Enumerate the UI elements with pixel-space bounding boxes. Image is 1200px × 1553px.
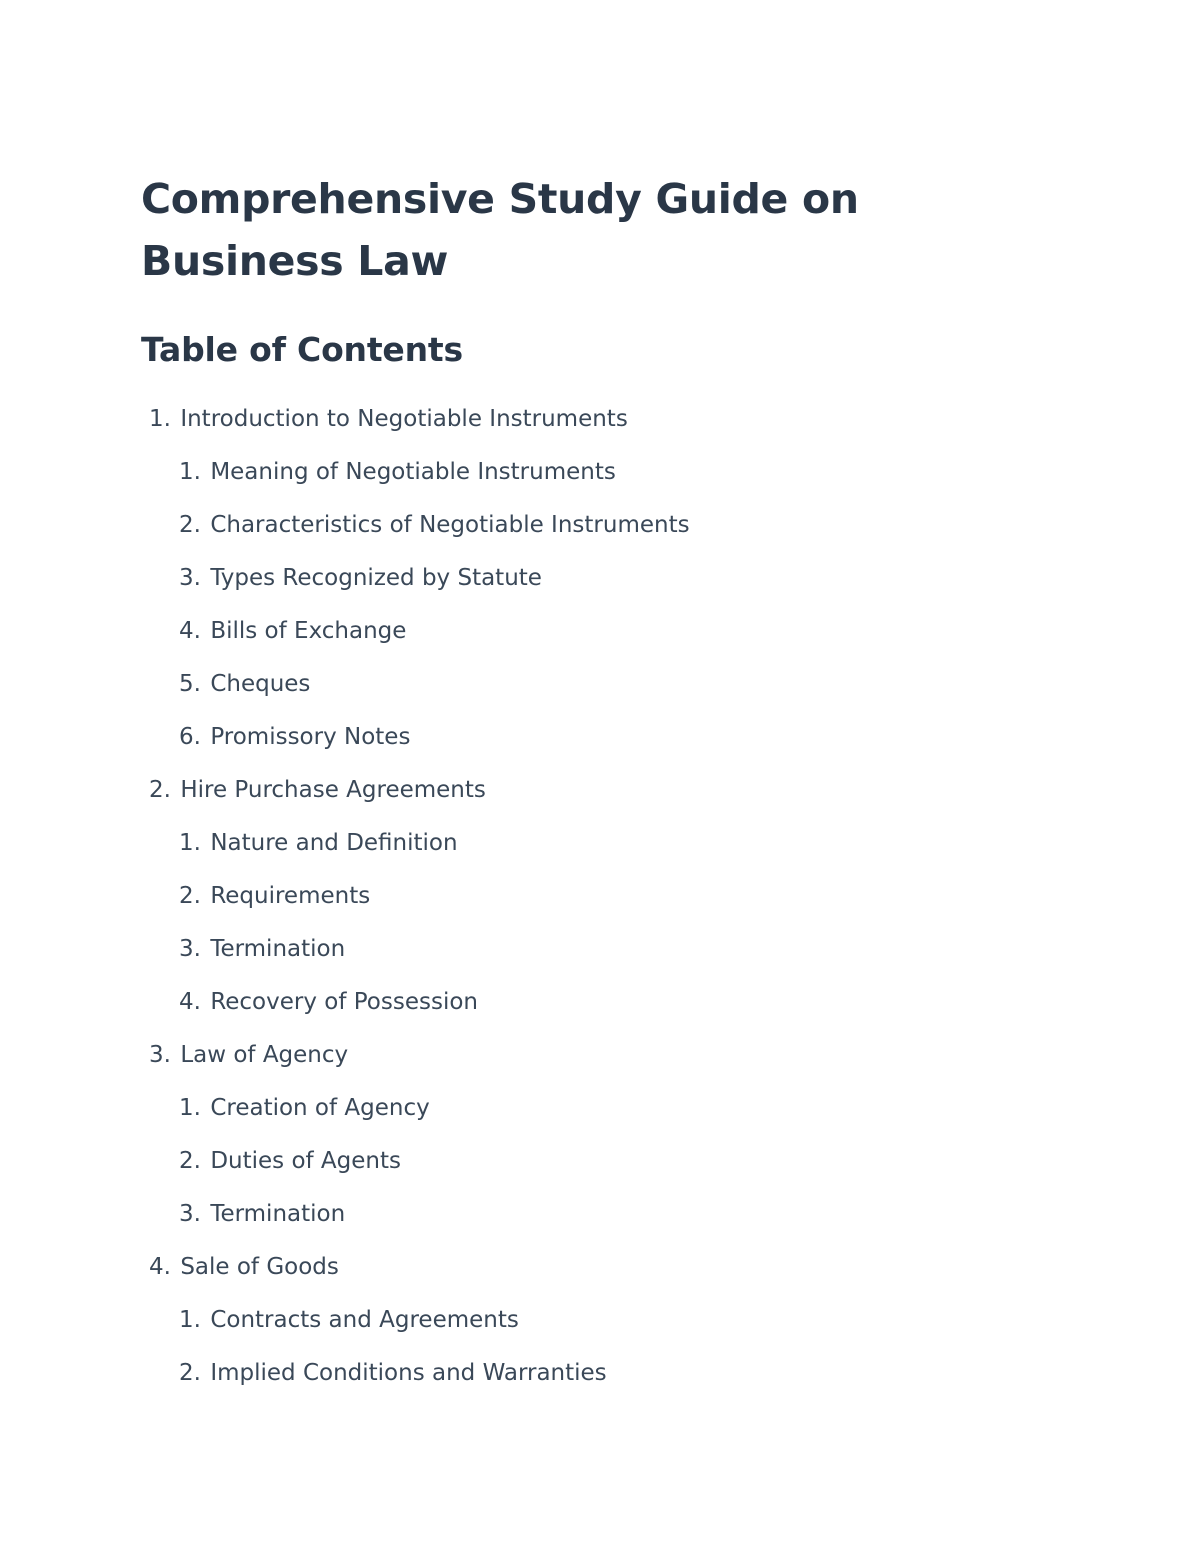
toc-subitem[interactable] (141, 817, 1041, 870)
document-title: Comprehensive Study Guide on Business Law (141, 175, 859, 285)
toc-subitem[interactable] (141, 499, 1041, 552)
toc-subitem[interactable] (141, 1347, 1041, 1400)
toc-label: Meaning of Negotiable Instruments (210, 459, 616, 485)
toc-number: 3. (179, 565, 201, 591)
toc-label: Promissory Notes (210, 724, 411, 750)
toc-subitem[interactable] (141, 446, 1041, 499)
toc-subitem[interactable] (141, 1294, 1041, 1347)
toc-label: Termination (210, 1201, 346, 1227)
toc-label: Law of Agency (180, 1042, 349, 1068)
toc-number: 1. (149, 406, 171, 432)
toc-subitem[interactable] (141, 923, 1041, 976)
toc-number: 1. (179, 1307, 201, 1333)
toc-label: Cheques (210, 671, 311, 697)
toc-subitem[interactable] (141, 605, 1041, 658)
toc-number: 3. (149, 1042, 171, 1068)
toc-subitem[interactable] (141, 552, 1041, 605)
toc-heading: Table of Contents (141, 330, 463, 369)
toc-subitem[interactable] (141, 711, 1041, 764)
toc-number: 4. (149, 1254, 171, 1280)
toc-label: Characteristics of Negotiable Instruments (210, 512, 690, 538)
toc-number: 4. (179, 618, 201, 644)
toc-number: 3. (179, 1201, 201, 1227)
toc-label: Introduction to Negotiable Instruments (180, 406, 628, 432)
toc-label: Nature and Definition (210, 830, 458, 856)
toc-label: Sale of Goods (180, 1254, 339, 1280)
toc-number: 1. (179, 459, 201, 485)
toc-label: Duties of Agents (210, 1148, 401, 1174)
toc-number: 6. (179, 724, 201, 750)
toc-item-hire-purchase[interactable] (141, 764, 1041, 817)
toc-label: Creation of Agency (210, 1095, 430, 1121)
toc-item-sale-of-goods[interactable] (141, 1241, 1041, 1294)
toc-label: Recovery of Possession (210, 989, 478, 1015)
toc-label: Hire Purchase Agreements (180, 777, 486, 803)
toc-number: 2. (179, 512, 201, 538)
toc-item-law-of-agency[interactable] (141, 1029, 1041, 1082)
toc-label: Implied Conditions and Warranties (210, 1360, 607, 1386)
toc-number: 2. (179, 1360, 201, 1386)
toc-number: 2. (179, 883, 201, 909)
toc-label: Bills of Exchange (210, 618, 407, 644)
toc-number: 2. (149, 777, 171, 803)
toc-subitem[interactable] (141, 1188, 1041, 1241)
toc-item-negotiable-instruments[interactable] (141, 393, 1041, 446)
toc-subitem[interactable] (141, 870, 1041, 923)
toc-label: Contracts and Agreements (210, 1307, 519, 1333)
document-page (141, 168, 1041, 1400)
toc-number: 1. (179, 1095, 201, 1121)
toc-number: 3. (179, 936, 201, 962)
toc-subitem[interactable] (141, 658, 1041, 711)
toc-subitem[interactable] (141, 1082, 1041, 1135)
toc-number: 5. (179, 671, 201, 697)
toc-subitem[interactable] (141, 976, 1041, 1029)
toc-number: 1. (179, 830, 201, 856)
toc-label: Types Recognized by Statute (210, 565, 542, 591)
toc-number: 4. (179, 989, 201, 1015)
table-of-contents (141, 393, 1041, 1400)
toc-label: Requirements (210, 883, 371, 909)
toc-label: Termination (210, 936, 346, 962)
toc-number: 2. (179, 1148, 201, 1174)
toc-subitem[interactable] (141, 1135, 1041, 1188)
